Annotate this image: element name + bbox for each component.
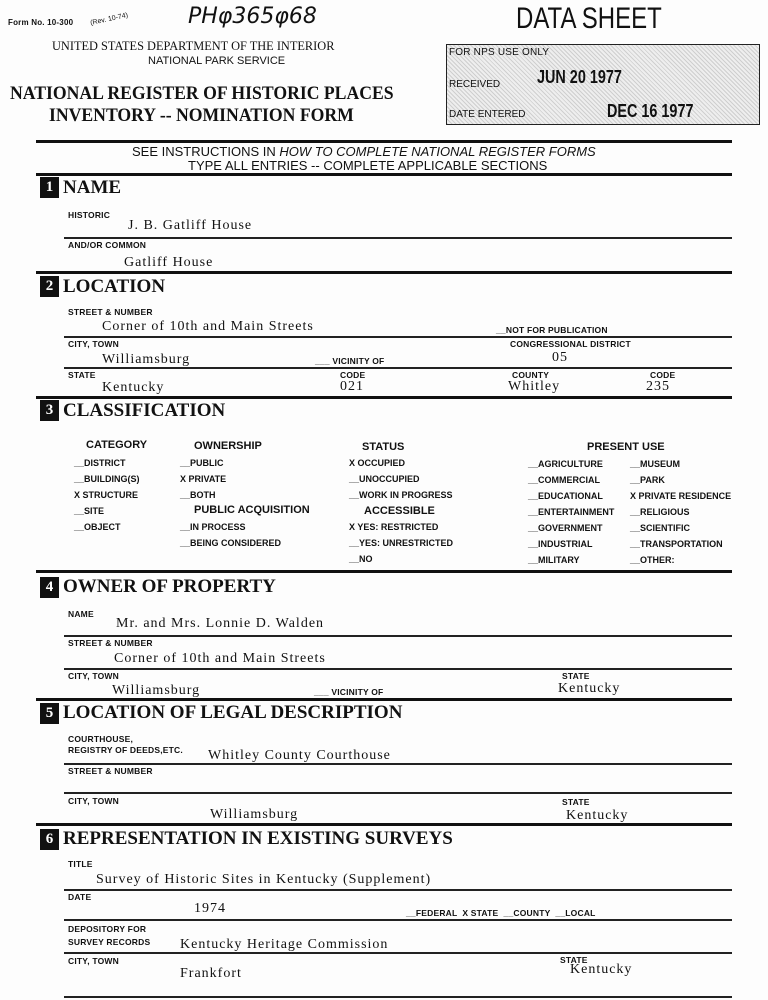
section-title: LOCATION bbox=[63, 276, 166, 297]
classification-option: __DISTRICT bbox=[74, 458, 126, 468]
registry-label: REGISTRY OF DEEDS,ETC. bbox=[68, 745, 183, 755]
instructions-line1 bbox=[132, 144, 596, 159]
classification-option: __AGRICULTURE bbox=[528, 459, 603, 469]
vicinity-text: VICINITY OF bbox=[331, 687, 384, 697]
survey-title: Survey of Historic Sites in Kentucky (Supplement) bbox=[96, 872, 432, 887]
date-label: DATE bbox=[68, 892, 92, 902]
instructions-title: HOW TO COMPLETE NATIONAL REGISTER FORMS bbox=[279, 144, 596, 159]
owner-street: Corner of 10th and Main Streets bbox=[114, 651, 326, 666]
entered-date: DEC 16 1977 bbox=[607, 101, 694, 121]
county-code-label: CODE bbox=[650, 370, 676, 380]
section-title: CLASSIFICATION bbox=[63, 400, 226, 421]
service: NATIONAL PARK SERVICE bbox=[148, 55, 286, 67]
divider bbox=[36, 271, 732, 274]
historic-label: HISTORIC bbox=[68, 210, 111, 220]
classification-option: X PRIVATE RESIDENCE bbox=[630, 491, 732, 501]
historic-name: J. B. Gatliff House bbox=[128, 218, 253, 233]
classification-option: __PUBLIC bbox=[180, 458, 224, 468]
classification-option: X PRIVATE bbox=[180, 474, 227, 484]
congressional-label: CONGRESSIONAL DISTRICT bbox=[510, 339, 631, 349]
classification-option: __COMMERCIAL bbox=[528, 475, 601, 485]
section-number: 1 bbox=[40, 177, 59, 198]
code-label: CODE bbox=[340, 370, 366, 380]
section-number: 2 bbox=[40, 276, 59, 297]
classification-option: __IN PROCESS bbox=[180, 522, 246, 532]
classification-option: __GOVERNMENT bbox=[528, 523, 603, 533]
street: Corner of 10th and Main Streets bbox=[102, 319, 314, 334]
city: Williamsburg bbox=[102, 352, 191, 367]
classification-option: __BEING CONSIDERED bbox=[180, 538, 282, 548]
congressional-district: 05 bbox=[552, 350, 568, 365]
classification-option: __BUILDING(S) bbox=[74, 474, 140, 484]
survey-date: 1974 bbox=[194, 901, 226, 916]
city-label: CITY, TOWN bbox=[68, 339, 119, 349]
state: Kentucky bbox=[102, 380, 165, 395]
section-number: 3 bbox=[40, 400, 59, 421]
vicinity-label: ___ VICINITY OF bbox=[314, 687, 384, 697]
classification-option: __YES: UNRESTRICTED bbox=[349, 538, 454, 548]
field-line bbox=[64, 996, 732, 998]
section-number: 5 bbox=[40, 703, 59, 724]
vicinity-label: ___ VICINITY OF bbox=[315, 356, 385, 366]
received-label: RECEIVED bbox=[449, 79, 501, 90]
street-label: STREET & NUMBER bbox=[68, 307, 153, 317]
county-label: COUNTY bbox=[512, 370, 550, 380]
divider bbox=[36, 140, 732, 143]
courthouse-label: COURTHOUSE, bbox=[68, 734, 134, 744]
classification-option: __ENTERTAINMENT bbox=[528, 507, 615, 517]
classification-option: X OCCUPIED bbox=[349, 458, 406, 468]
legal-state: Kentucky bbox=[566, 808, 629, 823]
divider bbox=[36, 698, 732, 701]
common-label: AND/OR COMMON bbox=[68, 240, 147, 250]
depository-label: DEPOSITORY FOR bbox=[68, 924, 147, 934]
present-use-heading: PRESENT USE bbox=[587, 441, 665, 453]
not-for-publication: __NOT FOR PUBLICATION bbox=[496, 325, 608, 335]
received-date: JUN 20 1977 bbox=[537, 67, 622, 87]
classification-option: __NO bbox=[349, 554, 373, 564]
entered-label: DATE ENTERED bbox=[449, 109, 526, 120]
accessible-heading: ACCESSIBLE bbox=[364, 505, 435, 517]
classification-option: __SITE bbox=[74, 506, 105, 516]
depository-city: Frankfort bbox=[180, 966, 242, 981]
field-line bbox=[64, 367, 732, 369]
form-number: Form No. 10-300 bbox=[8, 18, 74, 27]
city-label: CITY, TOWN bbox=[68, 956, 119, 966]
county: Whitley bbox=[508, 379, 561, 394]
classification-option: __RELIGIOUS bbox=[630, 507, 690, 517]
classification-option: __UNOCCUPIED bbox=[349, 474, 420, 484]
survey-records-label: SURVEY RECORDS bbox=[68, 937, 151, 947]
legal-city: Williamsburg bbox=[210, 807, 299, 822]
survey-levels: __FEDERAL X STATE __COUNTY __LOCAL bbox=[406, 908, 596, 918]
section-title: OWNER OF PROPERTY bbox=[63, 576, 276, 597]
instructions-line2: TYPE ALL ENTRIES -- COMPLETE APPLICABLE SECTIONS bbox=[188, 158, 548, 173]
acquisition-heading: PUBLIC ACQUISITION bbox=[194, 504, 310, 516]
classification-option: X YES: RESTRICTED bbox=[349, 522, 439, 532]
state-label: STATE bbox=[562, 797, 590, 807]
status-heading: STATUS bbox=[362, 441, 405, 453]
nps-use-box bbox=[446, 44, 760, 125]
classification-option: __EDUCATIONAL bbox=[528, 491, 603, 501]
divider bbox=[36, 173, 732, 176]
data-sheet-heading: DATA SHEET bbox=[516, 2, 662, 35]
instructions-prefix: SEE INSTRUCTIONS IN bbox=[132, 144, 280, 159]
classification-option: __PARK bbox=[630, 475, 665, 485]
field-line bbox=[64, 336, 732, 338]
form-title-line1: NATIONAL REGISTER OF HISTORIC PLACES bbox=[10, 83, 394, 104]
state-label: STATE bbox=[68, 370, 96, 380]
classification-option: X STRUCTURE bbox=[74, 490, 139, 500]
divider bbox=[36, 570, 732, 573]
street-label: STREET & NUMBER bbox=[68, 766, 153, 776]
section-number: 6 bbox=[40, 829, 59, 850]
state-label: STATE bbox=[560, 955, 588, 965]
ownership-heading: OWNERSHIP bbox=[194, 440, 262, 452]
field-line bbox=[64, 763, 732, 765]
classification-option: __WORK IN PROGRESS bbox=[349, 490, 453, 500]
common-name: Gatliff House bbox=[124, 255, 214, 270]
category-heading: CATEGORY bbox=[86, 439, 148, 451]
owner-state: Kentucky bbox=[558, 681, 621, 696]
handwritten-id: PHφ365φ68 bbox=[188, 4, 317, 29]
state-code: 021 bbox=[340, 379, 364, 394]
title-label: TITLE bbox=[68, 859, 93, 869]
field-line bbox=[64, 635, 732, 637]
classification-option: __SCIENTIFIC bbox=[630, 523, 691, 533]
owner-city: Williamsburg bbox=[112, 683, 201, 698]
classification-option: __MUSEUM bbox=[630, 459, 681, 469]
city-label: CITY, TOWN bbox=[68, 796, 119, 806]
classification-option: __OTHER: bbox=[630, 555, 675, 565]
classification-option: __TRANSPORTATION bbox=[630, 539, 723, 549]
revision: (Rev. 10-74) bbox=[89, 12, 129, 27]
form-title-line2: INVENTORY -- NOMINATION FORM bbox=[49, 105, 354, 126]
field-line bbox=[64, 668, 732, 670]
field-line bbox=[64, 919, 732, 921]
classification-option: __BOTH bbox=[180, 490, 216, 500]
owner-name: Mr. and Mrs. Lonnie D. Walden bbox=[116, 616, 325, 631]
section-title: LOCATION OF LEGAL DESCRIPTION bbox=[63, 702, 403, 723]
depository: Kentucky Heritage Commission bbox=[180, 937, 389, 952]
field-line bbox=[64, 237, 732, 239]
field-line bbox=[64, 889, 732, 891]
divider bbox=[36, 396, 732, 399]
section-title: NAME bbox=[63, 177, 122, 198]
courthouse: Whitley County Courthouse bbox=[208, 748, 391, 763]
nps-box-label: FOR NPS USE ONLY bbox=[449, 47, 550, 58]
department: UNITED STATES DEPARTMENT OF THE INTERIOR bbox=[52, 38, 335, 53]
name-label: NAME bbox=[68, 609, 94, 619]
city-label: CITY, TOWN bbox=[68, 671, 119, 681]
state-label: STATE bbox=[562, 671, 590, 681]
section-title: REPRESENTATION IN EXISTING SURVEYS bbox=[63, 828, 453, 849]
classification-option: __INDUSTRIAL bbox=[528, 539, 593, 549]
field-line bbox=[64, 792, 732, 794]
county-code: 235 bbox=[646, 379, 670, 394]
section-number: 4 bbox=[40, 577, 59, 598]
field-line bbox=[64, 952, 732, 954]
depository-state: Kentucky bbox=[570, 962, 633, 977]
divider bbox=[36, 823, 732, 826]
vicinity-text: VICINITY OF bbox=[332, 356, 385, 366]
classification-option: __MILITARY bbox=[528, 555, 580, 565]
street-label: STREET & NUMBER bbox=[68, 638, 153, 648]
classification-option: __OBJECT bbox=[74, 522, 121, 532]
